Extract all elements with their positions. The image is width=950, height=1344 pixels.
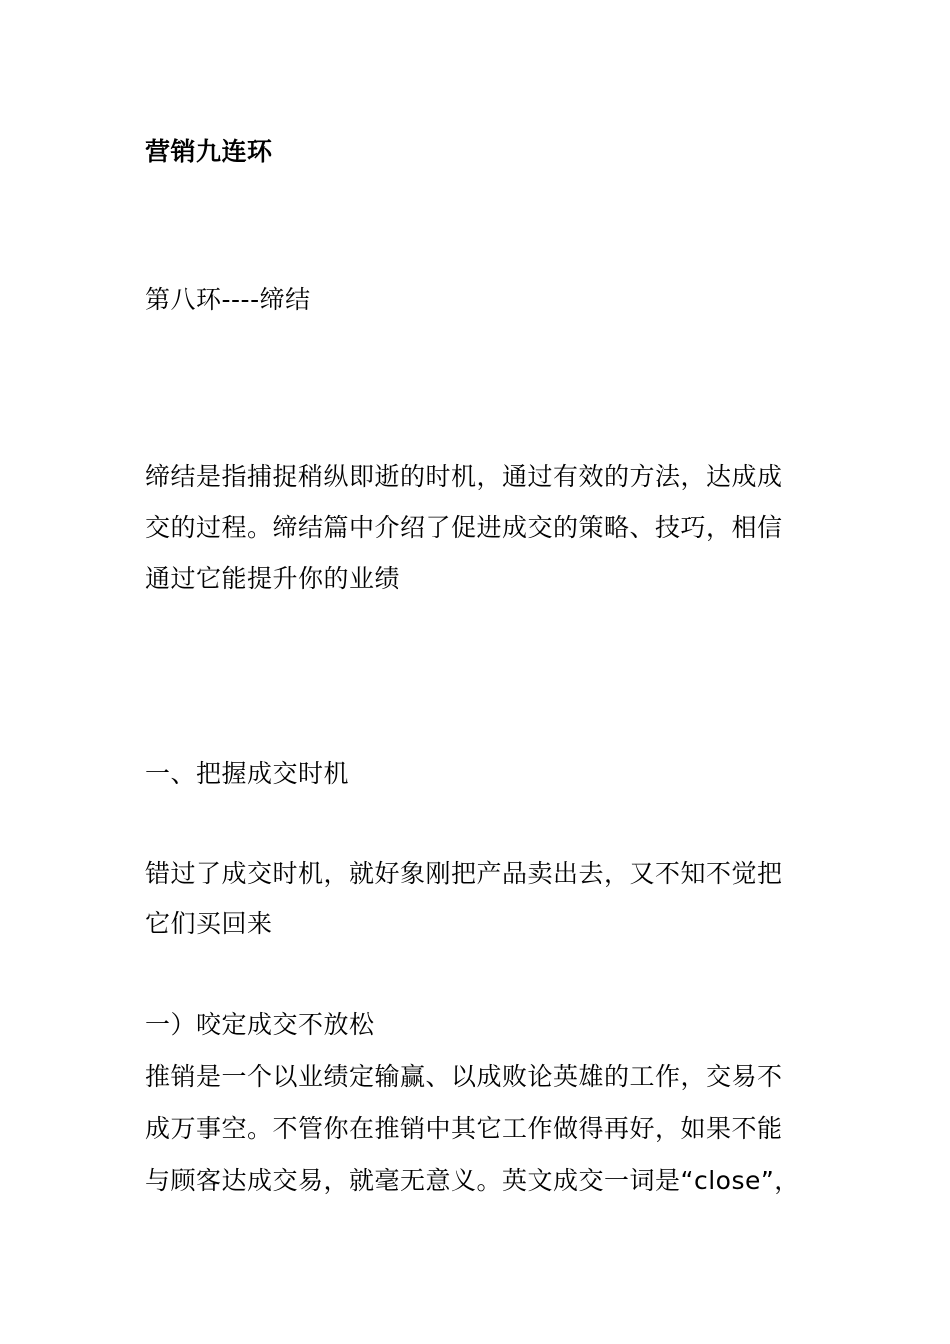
sub-heading: 一）咬定成交不放松 <box>145 1010 375 1039</box>
section-heading: 第八环----缔结 <box>145 285 311 314</box>
paragraph-line: 成万事空。不管你在推销中其它工作做得再好，如果不能 <box>145 1114 783 1143</box>
paragraph-line: 通过它能提升你的业绩 <box>145 564 401 593</box>
paragraph-three <box>145 1051 810 1207</box>
paragraph-line: 缔结是指捕捉稍纵即逝的时机，通过有效的方法，达成成 <box>145 462 783 491</box>
paragraph-line: 错过了成交时机，就好象刚把产品卖出去，又不知不觉把 <box>145 859 783 888</box>
heading-one: 一、把握成交时机 <box>145 759 350 788</box>
paragraph-line: 它们买回来 <box>145 909 273 938</box>
paragraph-line: 推销是一个以业绩定输赢、以成败论英雄的工作，交易不 <box>145 1062 783 1091</box>
intro-paragraph <box>145 451 810 604</box>
paragraph-line: 与顾客达成交易，就毫无意义。英文成交一词是“close”， <box>145 1166 800 1195</box>
document-title: 营销九连环 <box>145 137 273 166</box>
paragraph-two <box>145 849 810 949</box>
paragraph-line: 交的过程。缔结篇中介绍了促进成交的策略、技巧，相信 <box>145 513 783 542</box>
